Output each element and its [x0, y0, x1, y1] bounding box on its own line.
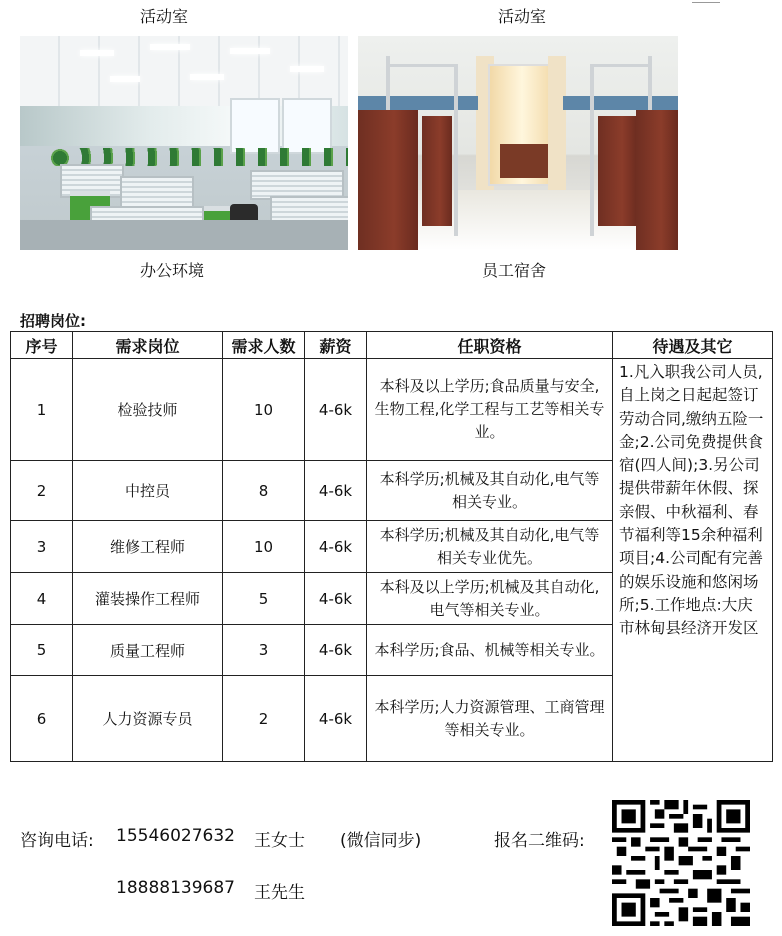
row-no: 4 — [11, 573, 73, 625]
row-position: 检验技师 — [73, 359, 223, 461]
row-salary: 4-6k — [305, 676, 367, 762]
row-salary: 4-6k — [305, 521, 367, 573]
row-qualification: 本科学历;人力资源管理、工商管理等相关专业。 — [367, 676, 613, 762]
contact-name-2: 王先生 — [254, 883, 305, 903]
recruit-table — [10, 331, 773, 762]
contact-label: 咨询电话: — [20, 831, 94, 851]
row-qualification: 本科及以上学历;机械及其自动化,电气等相关专业。 — [367, 573, 613, 625]
row-position: 灌装操作工程师 — [73, 573, 223, 625]
header-benefits: 待遇及其它 — [613, 332, 773, 359]
row-count: 3 — [223, 625, 305, 676]
row-no: 3 — [11, 521, 73, 573]
dorm-photo — [358, 36, 678, 250]
header-position: 需求岗位 — [73, 332, 223, 359]
office-photo — [20, 36, 348, 250]
row-salary: 4-6k — [305, 625, 367, 676]
header-qualification: 任职资格 — [367, 332, 613, 359]
row-qualification: 本科及以上学历;食品质量与安全,生物工程,化学工程与工艺等相关专业。 — [367, 359, 613, 461]
corner-rule — [692, 0, 720, 3]
signup-qr-code[interactable] — [612, 800, 750, 926]
row-qualification: 本科学历;机械及其自动化,电气等相关专业优先。 — [367, 521, 613, 573]
row-count: 10 — [223, 359, 305, 461]
contact-wechat-note: (微信同步) — [340, 831, 422, 851]
row-count: 2 — [223, 676, 305, 762]
table-header-row — [11, 332, 773, 359]
recruit-title: 招聘岗位: — [20, 312, 86, 330]
row-salary: 4-6k — [305, 461, 367, 521]
row-count: 5 — [223, 573, 305, 625]
qr-label: 报名二维码: — [494, 831, 585, 851]
row-position: 维修工程师 — [73, 521, 223, 573]
caption-activity-room-left: 活动室 — [139, 7, 188, 26]
caption-dorm: 员工宿舍 — [481, 261, 546, 280]
row-no: 1 — [11, 359, 73, 461]
row-no: 6 — [11, 676, 73, 762]
row-salary: 4-6k — [305, 359, 367, 461]
row-no: 5 — [11, 625, 73, 676]
caption-office: 办公环境 — [139, 261, 204, 280]
contact-phone-1[interactable]: 15546027632 — [116, 826, 235, 846]
benefits-cell: 1.凡入职我公司人员,自上岗之日起起签订劳动合同,缴纳五险一金;2.公司免费提供食宿(四人间);3.另公司提供带薪年休假、探亲假、中秋福利、春节福利等15余种福利项目;4.公司配有完善的娱乐设施和悠闲场所;5.工作地点:大庆市林甸县经济开发区 — [613, 359, 773, 762]
header-count: 需求人数 — [223, 332, 305, 359]
contact-phone-2[interactable]: 18888139687 — [116, 878, 235, 898]
row-qualification: 本科学历;机械及其自动化,电气等相关专业。 — [367, 461, 613, 521]
contact-name-1: 王女士 — [254, 831, 305, 851]
row-position: 质量工程师 — [73, 625, 223, 676]
row-salary: 4-6k — [305, 573, 367, 625]
row-count: 8 — [223, 461, 305, 521]
caption-activity-room-right: 活动室 — [497, 7, 546, 26]
header-no: 序号 — [11, 332, 73, 359]
row-position: 中控员 — [73, 461, 223, 521]
row-position: 人力资源专员 — [73, 676, 223, 762]
table-row — [11, 359, 773, 461]
row-count: 10 — [223, 521, 305, 573]
row-no: 2 — [11, 461, 73, 521]
header-salary: 薪资 — [305, 332, 367, 359]
row-qualification: 本科学历;食品、机械等相关专业。 — [367, 625, 613, 676]
